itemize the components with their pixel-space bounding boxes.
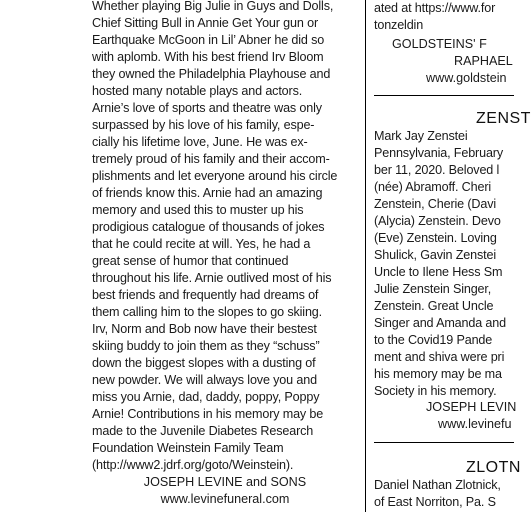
zenstein-text-line: Mark Jay Zenstei (374, 129, 468, 143)
right-top-funeral-home-2: RAPHAEL (454, 54, 513, 68)
right-top-line-1: ated at https://www.for (374, 1, 496, 15)
zenstein-text-line: Society in his memory. (374, 384, 497, 398)
zenstein-text-line: Julie Zenstein Singer, (374, 282, 492, 296)
obituary-heading-zenstein: ZENST (476, 110, 531, 127)
zenstein-text-line: Pennsylvania, February (374, 146, 504, 160)
zenstein-text-line: ber 11, 2020. Beloved l (374, 163, 500, 177)
obituary-text-line: memory and used this to muster up his (92, 203, 304, 217)
obituary-text-line: Arnie! Contributions in his memory may be (92, 407, 324, 421)
obituary-text-line: them calling him to the slopes to go skiing. (92, 305, 323, 319)
right-top-funeral-home: GOLDSTEINS' F (392, 37, 487, 51)
obituary-text-line: with aplomb. With his best friend Irv Bloom (92, 50, 324, 64)
zenstein-text-line: his memory may be ma (374, 367, 502, 381)
obituary-text-line: hosted many notable plays and actors. (92, 84, 303, 98)
obituary-heading-zlotnick: ZLOTN (466, 459, 521, 476)
obituary-text-line: down the biggest slopes with a dusting of (92, 356, 316, 370)
zenstein-text-line: (Eve) Zenstein. Loving (374, 231, 497, 245)
zlotnick-text-line: of East Norriton, Pa. S (374, 495, 496, 509)
obituary-text-line: Arnie’s love of sports and theatre was only (92, 101, 322, 115)
obituary-text-line: great sense of humor that continued (92, 254, 289, 268)
obituary-text-line: that he could recite at will. Yes, he had a (92, 237, 311, 251)
obituary-text-line: Chief Sitting Bull in Annie Get Your gun or (92, 16, 318, 30)
zenstein-text-line: (Alycia) Zenstein. Devo (374, 214, 501, 228)
obituary-text-line: miss you Arnie, dad, daddy, poppy, Poppy (92, 390, 320, 404)
obituary-text-line: cially his lifetime love, June. He was ex- (92, 135, 308, 149)
obituary-text-line: Whether playing Big Julie in Guys and Dolls, (92, 0, 334, 13)
zenstein-text-line: Shulick, Gavin Zenstei (374, 248, 496, 262)
funeral-home-name: JOSEPH LEVINE and SONS (143, 475, 307, 489)
obituary-text-line: prodigious catalogue of thousands of jokes (92, 220, 325, 234)
obituary-text-line: skiing buddy to join them as they “schuss” (92, 339, 320, 353)
obituary-text-line: Foundation Weinstein Family Team (92, 441, 284, 455)
section-rule-2 (374, 442, 514, 443)
zlotnick-text-line: Daniel Nathan Zlotnick, (374, 478, 501, 492)
obituary-text-line: tremely proud of his family and their accom- (92, 152, 330, 166)
zenstein-text-line: Uncle to Ilene Hess Sm (374, 265, 503, 279)
obituary-text-line: they owned the Philadelphia Playhouse and (92, 67, 331, 81)
zenstein-text-line: ment and shiva were pri (374, 350, 505, 364)
right-top-line-2: tonzeldin (374, 18, 424, 32)
zenstein-text-line: Zenstein. Great Uncle (374, 299, 494, 313)
obituary-text-line: Earthquake McGoon in Lil’ Abner he did so (92, 33, 325, 47)
zenstein-text-line: (née) Abramoff. Cheri (374, 180, 492, 194)
zenstein-website: www.levinefu (438, 417, 512, 431)
obituary-text-line: of friends know this. Arnie had an amazing (92, 186, 323, 200)
right-column (366, 0, 531, 512)
zenstein-text-line: Singer and Amanda and (374, 316, 506, 330)
obituary-text-line: plishments and let everyone around his circle (92, 169, 338, 183)
obituary-text-line: (http://www2.jdrf.org/goto/Weinstein). (92, 458, 294, 472)
funeral-home-website: www.levinefuneral.com (160, 492, 290, 506)
zenstein-text-line: Zenstein, Cherie (Davi (374, 197, 496, 211)
obituary-text-line: made to the Juvenile Diabetes Research (92, 424, 314, 438)
obituary-text-line: best friends and frequently had dreams of (92, 288, 319, 302)
section-rule-1 (374, 95, 514, 96)
obituary-text-line: surpassed by his love of his family, espe- (92, 118, 315, 132)
zenstein-funeral-home: JOSEPH LEVIN (426, 400, 517, 414)
obituary-text-line: throughout his life. Arnie outlived most of his (92, 271, 332, 285)
obituary-text-line: new powder. We will always love you and (92, 373, 317, 387)
right-top-website: www.goldstein (426, 71, 507, 85)
zenstein-text-line: to the Covid19 Pande (374, 333, 493, 347)
obituary-text-line: Irv, Norm and Bob now have their bestest (92, 322, 317, 336)
